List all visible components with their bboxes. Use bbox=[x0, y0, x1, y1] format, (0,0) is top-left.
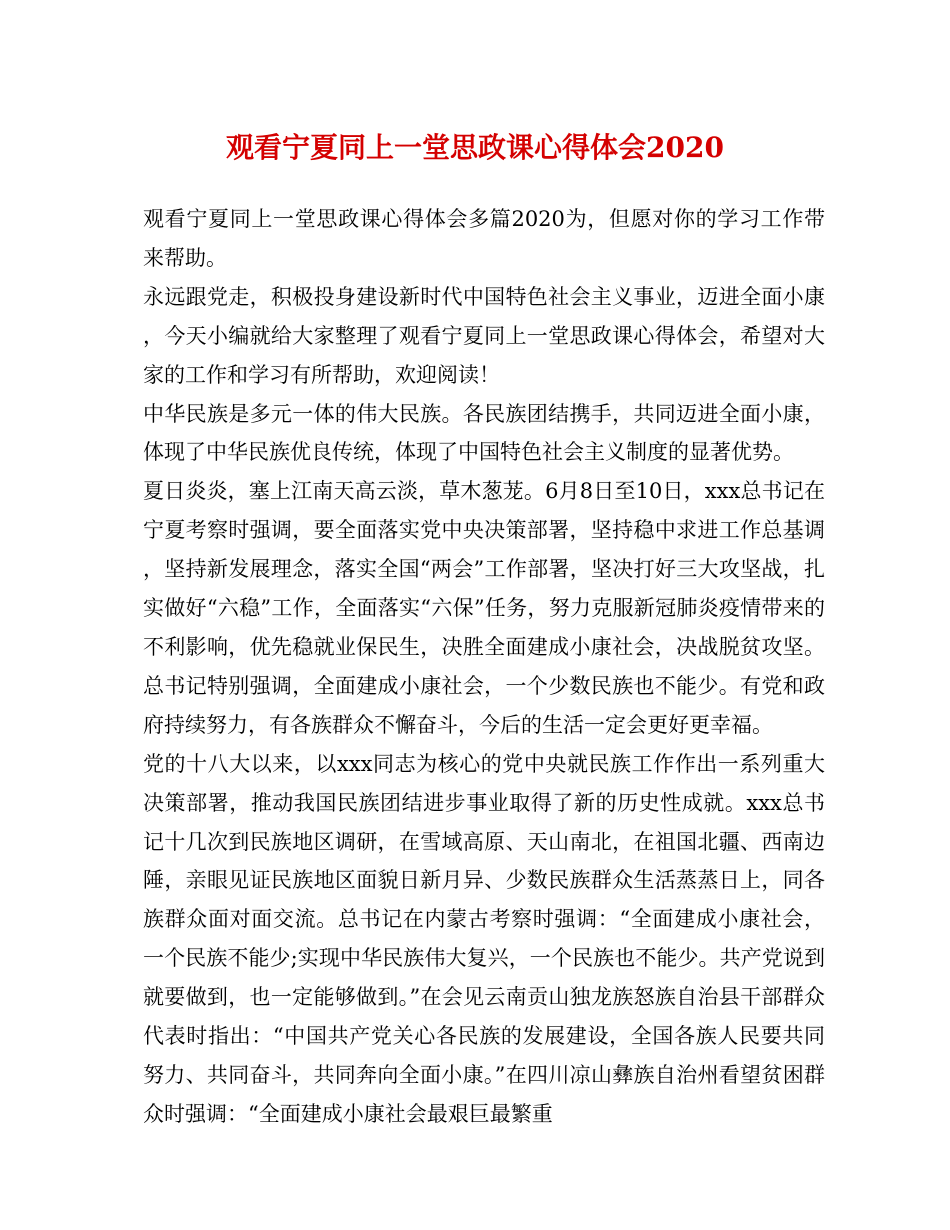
paragraph-nation: 中华民族是多元一体的伟大民族。各民族团结携手，共同迈进全面小康，体现了中华民族优良传统，体现了中国特色社会主义制度的显著优势。 bbox=[143, 401, 825, 465]
document-title: 观看宁夏同上一堂思政课心得体会2020 bbox=[226, 131, 724, 164]
paragraph-ningxia: 夏日炎炎，塞上江南天高云淡，草木葱茏。6月8日至10日，xxx总书记在宁夏考察时强调，要全面落实党中央决策部署，坚持稳中求进工作总基调，坚持新发展理念，落实全国“两会”工作部署，坚决打好三大攻坚战，扎实做好“六稳”工作，全面落实“六保”任务，努力克服新冠肺炎疫情带来的不利影响，优先稳就业保民生，决胜全面建成小康社会，决战脱贫攻坚。总书记特别强调，全面建成小康社会，一个少数民族也不能少。有党和政府持续努力，有各族群众不懈奋斗，今后的生活一定会更好更幸福。 bbox=[143, 479, 825, 737]
paragraph-party: 永远跟党走，积极投身建设新时代中国特色社会主义事业，迈进全面小康，今天小编就给大家整理了观看宁夏同上一堂思政课心得体会，希望对大家的工作和学习有所帮助，欢迎阅读！ bbox=[143, 284, 825, 387]
paragraph-ethnic-work: 党的十八大以来，以xxx同志为核心的党中央就民族工作作出一系列重大决策部署，推动我国民族团结进步事业取得了新的历史性成就。xxx总书记十几次到民族地区调研，在雪域高原、天山南北，在祖国北疆、西南边陲，亲眼见证民族地区面貌日新月异、少数民族群众生活蒸蒸日上，同各族群众面对面交流。总书记在内蒙古考察时强调：“全面建成小康社会，一个民族不能少;实现中华民族伟大复兴，一个民族也不能少。共产党说到就要做到，也一定能够做到。”在会见云南贡山独龙族怒族自治县干部群众代表时指出：“中国共产党关心各民族的发展建设，全国各族人民要共同努力、共同奋斗，共同奔向全面小康。”在四川凉山彝族自治州看望贫困群众时强调：“全面建成小康社会最艰巨最繁重 bbox=[143, 751, 825, 1126]
document-body bbox=[143, 200, 825, 1134]
paragraph-intro: 观看宁夏同上一堂思政课心得体会多篇2020为，但愿对你的学习工作带来帮助。 bbox=[143, 207, 825, 270]
